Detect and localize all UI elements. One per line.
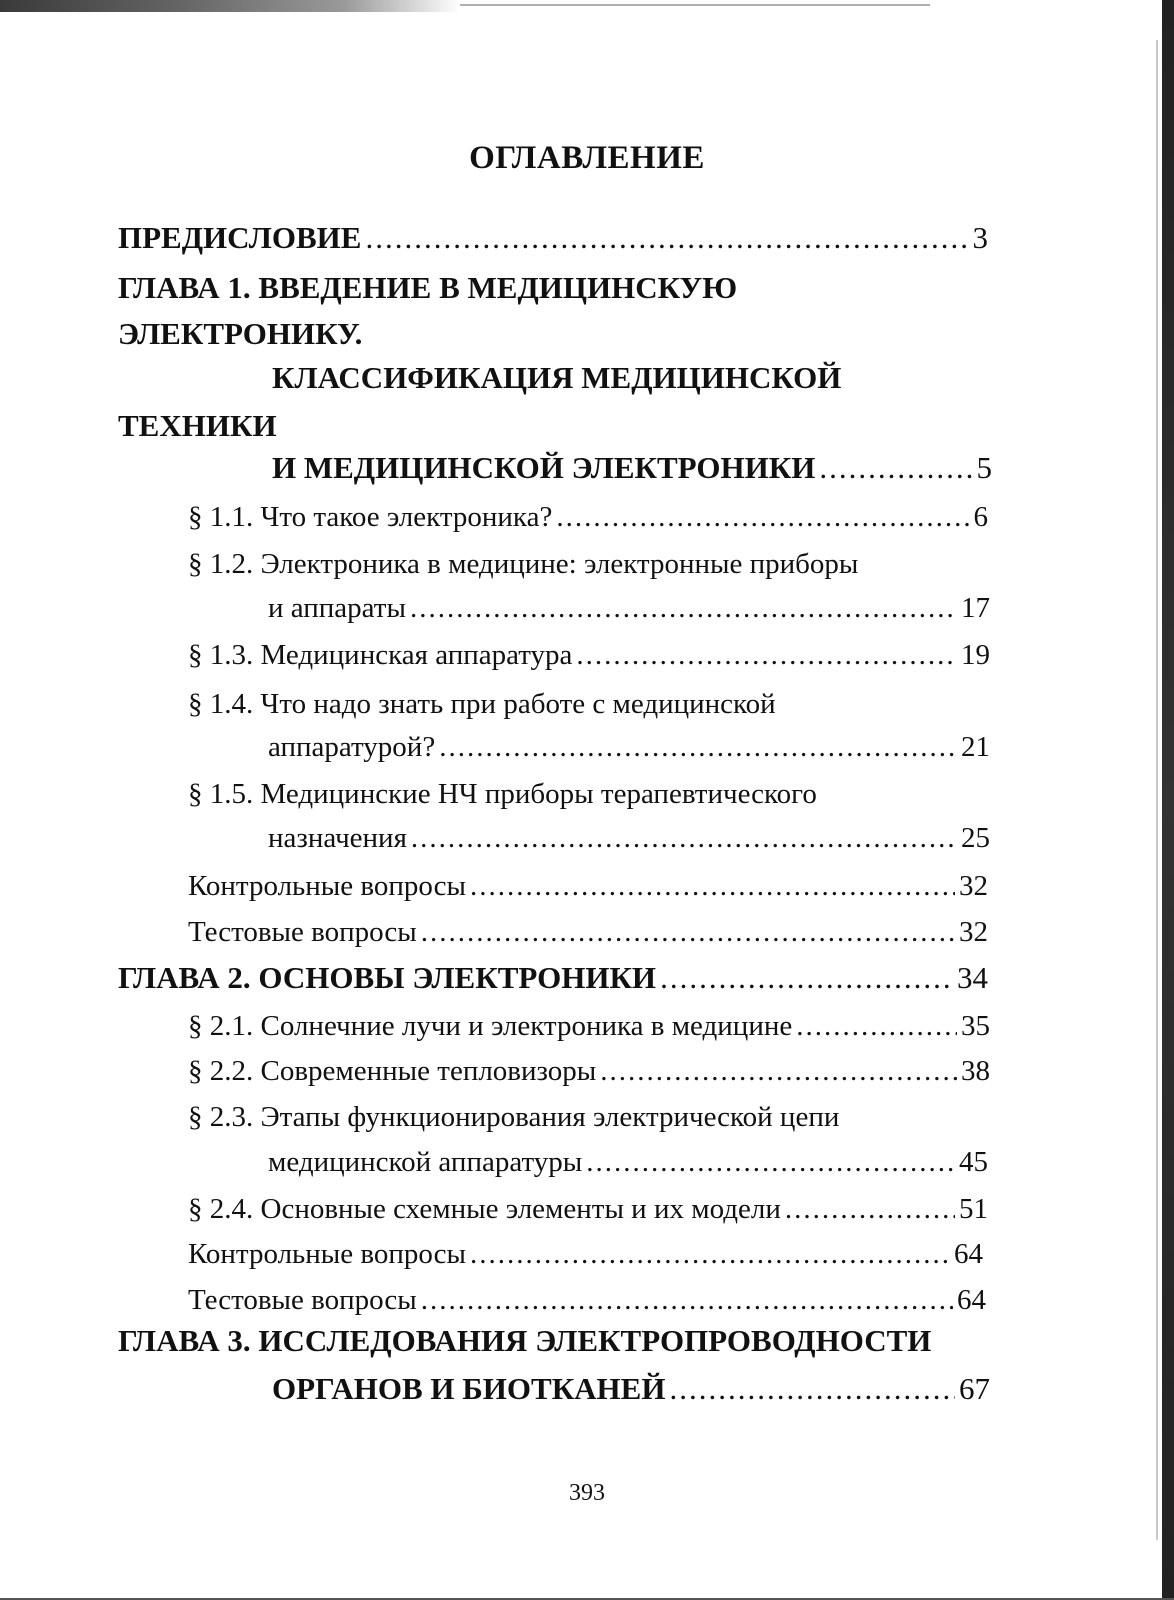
toc-page-number: 32: [959, 916, 988, 948]
toc-leader-dots: [576, 641, 957, 670]
toc-leader-dots: [660, 962, 953, 993]
toc-page-number: 64: [957, 1284, 986, 1316]
toc-entry-text: назначения: [268, 822, 407, 854]
toc-entry-1-2-line1[interactable]: § 1.2. Электроника в медицине: электронные приборы: [188, 548, 859, 580]
toc-entry-text: ПРЕДИСЛОВИЕ: [118, 220, 362, 255]
toc-entry-preface[interactable]: [118, 222, 988, 253]
toc-entry-chapter1-line5[interactable]: [272, 452, 992, 483]
page-title: ОГЛАВЛЕНИЕ: [469, 140, 705, 176]
toc-entry-1-5-line2[interactable]: [268, 824, 990, 853]
toc-page-number: 45: [959, 1146, 988, 1178]
toc-leader-dots: [600, 1057, 957, 1086]
toc-entry-chapter3-line2[interactable]: [272, 1373, 990, 1404]
toc-entry-chapter2[interactable]: [118, 962, 988, 993]
page-number: 393: [569, 1480, 605, 1506]
toc-entry-2-2[interactable]: [188, 1057, 990, 1086]
toc-entry-chapter1-line3[interactable]: КЛАССИФИКАЦИЯ МЕДИЦИНСКОЙ: [272, 360, 842, 395]
toc-page-number: 35: [961, 1010, 990, 1042]
toc-page-number: 5: [976, 450, 992, 485]
toc-entry-2-3-line2[interactable]: [268, 1148, 988, 1177]
toc-entry-text: медицинской аппаратуры: [268, 1146, 583, 1178]
toc-leader-dots: [470, 872, 955, 901]
toc-leader-dots: [439, 733, 957, 762]
toc-entry-1-2-line2[interactable]: [268, 594, 990, 623]
toc-entry-ch1-test-questions[interactable]: [188, 918, 988, 947]
toc-entry-chapter1-line4[interactable]: ТЕХНИКИ: [118, 408, 277, 443]
toc-leader-dots: [819, 452, 972, 483]
toc-page-number: 51: [959, 1193, 988, 1225]
toc-entry-text: § 2.4. Основные схемные элементы и их модели: [188, 1193, 781, 1225]
toc-leader-dots: [365, 222, 968, 253]
toc-entry-text: ГЛАВА 2. ОСНОВЫ ЭЛЕКТРОНИКИ: [118, 960, 657, 995]
toc-page-number: 3: [972, 220, 988, 255]
toc-page-number: 38: [961, 1055, 990, 1087]
toc-leader-dots: [586, 1148, 955, 1177]
toc-page-number: 32: [959, 870, 988, 902]
toc-entry-1-1[interactable]: [188, 503, 988, 532]
toc-entry-text: И МЕДИЦИНСКОЙ ЭЛЕКТРОНИКИ: [272, 450, 816, 485]
toc-page-number: 6: [973, 501, 988, 533]
toc-entry-1-5-line1[interactable]: § 1.5. Медицинские НЧ приборы терапевтического: [188, 778, 817, 810]
toc-entry-text: аппаратурой?: [268, 731, 436, 763]
toc-entry-text: Тестовые вопросы: [188, 1284, 417, 1316]
toc-entry-2-1[interactable]: [188, 1012, 990, 1041]
toc-leader-dots: [421, 1286, 953, 1315]
toc-leader-dots: [556, 503, 969, 532]
toc-page-number: 64: [954, 1238, 983, 1270]
toc-entry-text: Тестовые вопросы: [188, 916, 417, 948]
toc-page-number: 34: [957, 960, 988, 995]
toc-entry-1-3[interactable]: [188, 641, 990, 670]
toc-page-number: 19: [961, 639, 990, 671]
toc-entry-text: Контрольные вопросы: [188, 1238, 466, 1270]
toc-entry-chapter1-line2[interactable]: ЭЛЕКТРОНИКУ.: [118, 316, 363, 351]
toc-entry-text: § 1.1. Что такое электроника?: [188, 501, 553, 533]
toc-page-number: 25: [961, 822, 990, 854]
toc-leader-dots: [796, 1012, 957, 1041]
toc-leader-dots: [411, 824, 957, 853]
toc-entry-text: § 2.2. Современные тепловизоры: [188, 1055, 597, 1087]
toc-leader-dots: [785, 1195, 955, 1224]
toc-entry-text: § 1.3. Медицинская аппаратура: [188, 639, 573, 671]
toc-entry-text: ОРГАНОВ И БИОТКАНЕЙ: [272, 1371, 666, 1406]
toc-leader-dots: [421, 918, 955, 947]
toc-page-number: 17: [961, 592, 990, 624]
toc-entry-1-4-line2[interactable]: [268, 733, 990, 762]
toc-entry-text: § 2.1. Солнечние лучи и электроника в медицине: [188, 1010, 793, 1042]
toc-entry-1-4-line1[interactable]: § 1.4. Что надо знать при работе с медицинской: [188, 688, 776, 720]
toc-entry-2-3-line1[interactable]: § 2.3. Этапы функционирования электрической цепи: [188, 1101, 840, 1133]
toc-entry-2-4[interactable]: [188, 1195, 988, 1224]
toc-leader-dots: [669, 1373, 955, 1404]
toc-entry-ch2-control-questions[interactable]: [188, 1240, 983, 1269]
toc-leader-dots: [470, 1240, 950, 1269]
toc-entry-text: Контрольные вопросы: [188, 870, 466, 902]
toc-leader-dots: [410, 594, 957, 623]
toc-entry-chapter1-line1[interactable]: ГЛАВА 1. ВВЕДЕНИЕ В МЕДИЦИНСКУЮ: [118, 270, 738, 305]
toc-page-number: 67: [959, 1371, 990, 1406]
toc-page-number: 21: [961, 731, 990, 763]
toc-entry-text: и аппараты: [268, 592, 406, 624]
toc-entry-ch2-test-questions[interactable]: [188, 1286, 986, 1315]
toc-entry-chapter3-line1[interactable]: ГЛАВА 3. ИССЛЕДОВАНИЯ ЭЛЕКТРОПРОВОДНОСТИ: [118, 1323, 932, 1358]
toc-entry-ch1-control-questions[interactable]: [188, 872, 988, 901]
